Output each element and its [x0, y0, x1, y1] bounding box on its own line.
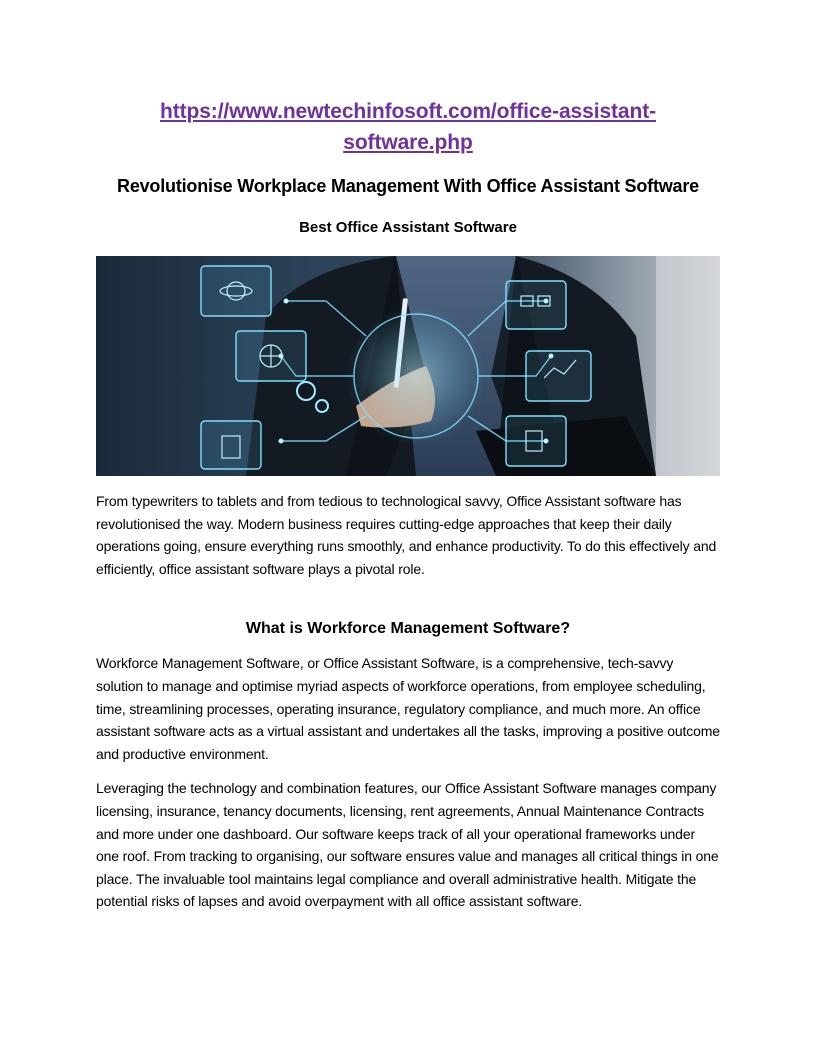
- definition-paragraph: Workforce Management Software, or Office Assistant Software, is a comprehensive, tech-savvy solution to manage and optimise myriad aspects of workforce operations, from employee scheduling, time, streamlining processes, operating insurance, regulatory compliance, and much more. An office assistant software acts as a virtual assistant and undertakes all the tasks, improving a positive outcome and productive environment.: [96, 655, 720, 762]
- page-title: Revolutionise Workplace Management With Office Assistant Software: [117, 176, 699, 196]
- url-link[interactable]: https://www.newtechinfosoft.com/office-assistant-software.php: [159, 100, 657, 154]
- document-page: [96, 96, 720, 913]
- intro-paragraph: From typewriters to tablets and from tedious to technological savvy, Office Assistant software has revolutionised the way. Modern business requires cutting-edge approaches that keep their daily operations going, ensure everything runs smoothly, and enhance productivity. To do this effectively and efficiently, office assistant software plays a pivotal role.: [96, 493, 717, 577]
- section-heading: What is Workforce Management Software?: [245, 620, 571, 638]
- hero-image: [96, 256, 720, 476]
- features-paragraph: Leveraging the technology and combination features, our Office Assistant Software manages company licensing, insurance, tenancy documents, licensing, rent agreements, Annual Maintenance Contracts and more under one dashboard. Our software keeps track of all your operational frameworks under one roof. From tracking to organising, our software ensures value and manages all critical things in one place. The invaluable tool maintains legal compliance and overall administrative health. Mitigate the potential risks of lapses and avoid overpayment with all office assistant software.: [96, 780, 719, 910]
- page-subtitle: Best Office Assistant Software: [299, 219, 517, 236]
